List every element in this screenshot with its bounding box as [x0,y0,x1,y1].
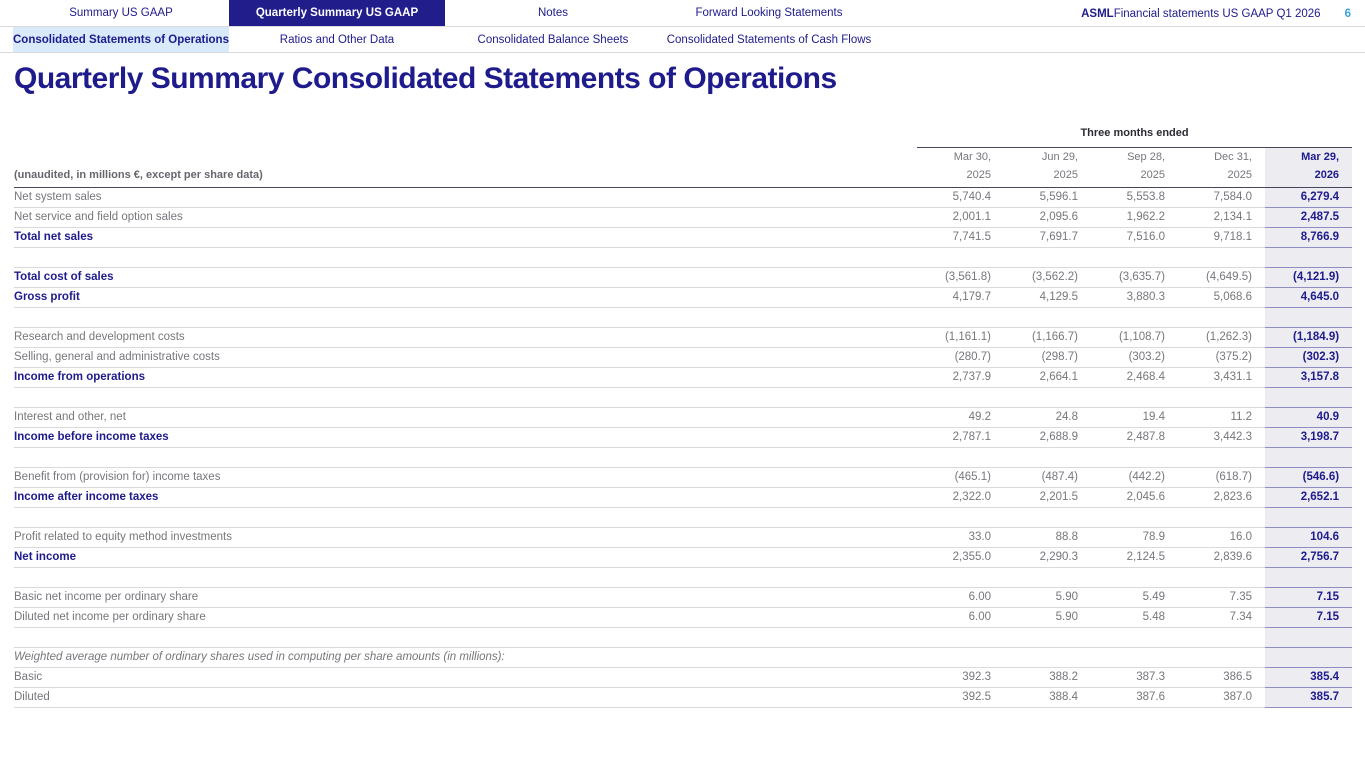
table-row-income-before-income-taxes [14,428,1352,448]
page-title: Quarterly Summary Consolidated Statements of Operations [14,62,837,95]
subtab-consolidated-balance-sheets[interactable]: Consolidated Balance Sheets [477,33,629,46]
value-cell: (3,561.8) [917,267,1004,288]
value-cell: 6.00 [917,587,1004,608]
value-cell [1004,647,1091,668]
table-row-research-and-development-costs [14,327,1352,348]
row-label: Gross profit [14,288,917,308]
value-cell: (3,635.7) [1091,267,1178,288]
spacer-cell [1091,628,1178,647]
value-cell: 7,516.0 [1091,228,1178,248]
value-cell: 11.2 [1178,407,1265,428]
table-row-income-after-income-taxes [14,488,1352,508]
value-cell: 5.49 [1091,587,1178,608]
column-header: Jun 29, 2025 [1004,148,1091,188]
value-cell: 6.00 [917,608,1004,628]
spacer-cell [14,124,917,148]
spacer-row [14,388,1352,407]
value-cell: (546.6) [1265,467,1352,488]
document-header [1081,0,1351,27]
document-title: Financial statements US GAAP Q1 2026 [1113,7,1321,20]
value-cell: 19.4 [1091,407,1178,428]
spacer-cell [1265,248,1352,267]
value-cell: 2,487.8 [1091,428,1178,448]
subtab-consolidated-statements-of-operations[interactable]: Consolidated Statements of Operations [13,27,229,52]
spacer-cell [1265,448,1352,467]
spacer-cell [1091,248,1178,267]
spacer-cell [1091,308,1178,327]
sub-nav [0,27,1365,53]
spacer-cell [1265,388,1352,407]
spacer-row [14,248,1352,267]
spacer-cell [1178,308,1265,327]
spacer-cell [1004,388,1091,407]
row-label: Income from operations [14,368,917,388]
value-cell: 3,198.7 [1265,428,1352,448]
column-header: Dec 31, 2025 [1178,148,1265,188]
row-label: Net service and field option sales [14,208,917,228]
spacer-cell [1265,628,1352,647]
table-row-net-service-and-field-option-sales [14,208,1352,228]
value-cell: 2,322.0 [917,488,1004,508]
table-row-profit-related-to-equity-method-investme [14,527,1352,548]
value-cell: 5,740.4 [917,188,1004,208]
value-cell: (618.7) [1178,467,1265,488]
value-cell: 2,487.5 [1265,208,1352,228]
spacer-cell [1004,308,1091,327]
spacer-cell [1178,568,1265,587]
value-cell: 387.0 [1178,688,1265,708]
spacer-cell [917,388,1004,407]
table-row-income-from-operations [14,368,1352,388]
value-cell: 7.35 [1178,587,1265,608]
subtab-ratios-and-other-data[interactable]: Ratios and Other Data [279,33,395,46]
spacer-cell [1265,508,1352,527]
row-label: Total net sales [14,228,917,248]
value-cell: 2,095.6 [1004,208,1091,228]
spacer-cell [1004,448,1091,467]
tab-notes[interactable]: Notes [537,7,569,19]
column-header: Mar 30, 2025 [917,148,1004,188]
value-cell: 7.15 [1265,608,1352,628]
table-row-basic-net-income-per-ordinary-share [14,587,1352,608]
value-cell: 6,279.4 [1265,188,1352,208]
spacer-cell [1004,628,1091,647]
table-row-selling-general-and-administrative-costs [14,348,1352,368]
table-row-weighted-average-number-of-ordinary-shar [14,647,1352,668]
value-cell: 2,468.4 [1091,368,1178,388]
value-cell: 2,201.5 [1004,488,1091,508]
value-cell [1178,647,1265,668]
spacer-cell [14,308,917,327]
row-label: Basic [14,668,917,688]
value-cell: 385.4 [1265,668,1352,688]
table-row-total-cost-of-sales [14,267,1352,288]
column-header: Mar 29, 2026 [1265,148,1352,188]
value-cell: (303.2) [1091,348,1178,368]
spacer-cell [1178,508,1265,527]
top-nav [0,0,1365,27]
row-label: Research and development costs [14,327,917,348]
value-cell: 2,756.7 [1265,548,1352,568]
value-cell: (465.1) [917,467,1004,488]
value-cell: 1,962.2 [1091,208,1178,228]
value-cell: (298.7) [1004,348,1091,368]
value-cell: 7,741.5 [917,228,1004,248]
value-cell [1091,647,1178,668]
spacer-row [14,568,1352,587]
row-label: Total cost of sales [14,267,917,288]
spacer-cell [14,248,917,267]
value-cell: 2,839.6 [1178,548,1265,568]
value-cell: 2,652.1 [1265,488,1352,508]
spacer-cell [1091,508,1178,527]
value-cell: 2,823.6 [1178,488,1265,508]
value-cell: (1,262.3) [1178,327,1265,348]
row-label: Benefit from (provision for) income taxes [14,467,917,488]
row-label: Net system sales [14,188,917,208]
table-row-diluted [14,688,1352,708]
value-cell: (1,161.1) [917,327,1004,348]
row-label: Income before income taxes [14,428,917,448]
value-cell: 386.5 [1178,668,1265,688]
value-cell: 392.3 [917,668,1004,688]
value-cell: 5,553.8 [1091,188,1178,208]
financial-table [14,124,1352,708]
table-row-net-income [14,548,1352,568]
spacer-row [14,508,1352,527]
spacer-cell [1091,568,1178,587]
row-label: Diluted net income per ordinary share [14,608,917,628]
value-cell [1265,647,1352,668]
value-cell: 24.8 [1004,407,1091,428]
spacer-cell [1178,628,1265,647]
value-cell: (442.2) [1091,467,1178,488]
value-cell: 16.0 [1178,527,1265,548]
row-label: Diluted [14,688,917,708]
spacer-cell [1178,448,1265,467]
tab-quarterly-summary-us-gaap[interactable]: Quarterly Summary US GAAP [229,0,445,26]
value-cell: 2,001.1 [917,208,1004,228]
value-cell: 387.3 [1091,668,1178,688]
row-label: Net income [14,548,917,568]
spacer-cell [1004,248,1091,267]
value-cell: 2,737.9 [917,368,1004,388]
value-cell: (302.3) [1265,348,1352,368]
value-cell: 2,124.5 [1091,548,1178,568]
value-cell: 88.8 [1004,527,1091,548]
value-cell: 2,045.6 [1091,488,1178,508]
value-cell: 7.34 [1178,608,1265,628]
table-row-total-net-sales [14,228,1352,248]
spacer-cell [14,628,917,647]
spacer-row [14,628,1352,647]
value-cell: 385.7 [1265,688,1352,708]
value-cell: 388.2 [1004,668,1091,688]
column-headers-row [14,148,1352,188]
value-cell: (1,108.7) [1091,327,1178,348]
subtab-consolidated-statements-of-cash-flows[interactable]: Consolidated Statements of Cash Flows [666,33,872,46]
table-row-interest-and-other-net [14,407,1352,428]
value-cell: 78.9 [1091,527,1178,548]
value-cell: (1,166.7) [1004,327,1091,348]
value-cell: 5,596.1 [1004,188,1091,208]
spacer-cell [1004,568,1091,587]
table-row-benefit-from-provision-for-income-taxes [14,467,1352,488]
column-header: Sep 28, 2025 [1091,148,1178,188]
spacer-cell [1265,568,1352,587]
value-cell: 2,787.1 [917,428,1004,448]
value-cell: 5.48 [1091,608,1178,628]
spacer-cell [917,508,1004,527]
value-cell: (487.4) [1004,467,1091,488]
value-cell: 33.0 [917,527,1004,548]
period-header-row [14,124,1352,148]
spacer-cell [14,508,917,527]
value-cell: 8,766.9 [1265,228,1352,248]
value-cell: 4,645.0 [1265,288,1352,308]
row-label: Income after income taxes [14,488,917,508]
spacer-cell [14,448,917,467]
brand-name: ASML [1081,7,1114,20]
value-cell: 5.90 [1004,608,1091,628]
row-label: Weighted average number of ordinary shares used in computing per share amounts (in millions): [14,647,917,668]
value-cell [917,647,1004,668]
value-cell: 2,688.9 [1004,428,1091,448]
row-label: Profit related to equity method investments [14,527,917,548]
value-cell: 49.2 [917,407,1004,428]
value-cell: 104.6 [1265,527,1352,548]
value-cell: 3,157.8 [1265,368,1352,388]
row-label: Interest and other, net [14,407,917,428]
spacer-cell [917,448,1004,467]
row-label: Selling, general and administrative costs [14,348,917,368]
value-cell: 40.9 [1265,407,1352,428]
value-cell: (280.7) [917,348,1004,368]
spacer-cell [917,248,1004,267]
spacer-cell [1004,508,1091,527]
value-cell: 3,880.3 [1091,288,1178,308]
row-label: Basic net income per ordinary share [14,587,917,608]
value-cell: (375.2) [1178,348,1265,368]
table-note: (unaudited, in millions €, except per share data) [14,148,917,188]
value-cell: 2,664.1 [1004,368,1091,388]
spacer-cell [14,388,917,407]
spacer-cell [1178,248,1265,267]
value-cell: 387.6 [1091,688,1178,708]
value-cell: 4,129.5 [1004,288,1091,308]
value-cell: 7,691.7 [1004,228,1091,248]
spacer-row [14,448,1352,467]
tab-summary-us-gaap[interactable]: Summary US GAAP [69,7,173,19]
tab-forward-looking-statements[interactable]: Forward Looking Statements [695,7,843,19]
spacer-cell [1265,308,1352,327]
value-cell: 3,442.3 [1178,428,1265,448]
value-cell: 2,134.1 [1178,208,1265,228]
value-cell: 7.15 [1265,587,1352,608]
table-row-gross-profit [14,288,1352,308]
value-cell: (1,184.9) [1265,327,1352,348]
spacer-row [14,308,1352,327]
spacer-cell [917,628,1004,647]
spacer-cell [917,308,1004,327]
period-header: Three months ended [917,124,1352,148]
value-cell: 7,584.0 [1178,188,1265,208]
value-cell: 2,355.0 [917,548,1004,568]
page-number: 6 [1344,7,1351,20]
table-row-diluted-net-income-per-ordinary-share [14,608,1352,628]
spacer-cell [917,568,1004,587]
table-row-net-system-sales [14,188,1352,208]
value-cell: 2,290.3 [1004,548,1091,568]
value-cell: (4,121.9) [1265,267,1352,288]
value-cell: 9,718.1 [1178,228,1265,248]
value-cell: (4,649.5) [1178,267,1265,288]
spacer-cell [1178,388,1265,407]
value-cell: 3,431.1 [1178,368,1265,388]
value-cell: 392.5 [917,688,1004,708]
spacer-cell [1091,388,1178,407]
value-cell: (3,562.2) [1004,267,1091,288]
value-cell: 388.4 [1004,688,1091,708]
value-cell: 5,068.6 [1178,288,1265,308]
value-cell: 4,179.7 [917,288,1004,308]
table-row-basic [14,668,1352,688]
spacer-cell [1091,448,1178,467]
value-cell: 5.90 [1004,587,1091,608]
top-nav-tabs [13,0,877,26]
spacer-cell [14,568,917,587]
